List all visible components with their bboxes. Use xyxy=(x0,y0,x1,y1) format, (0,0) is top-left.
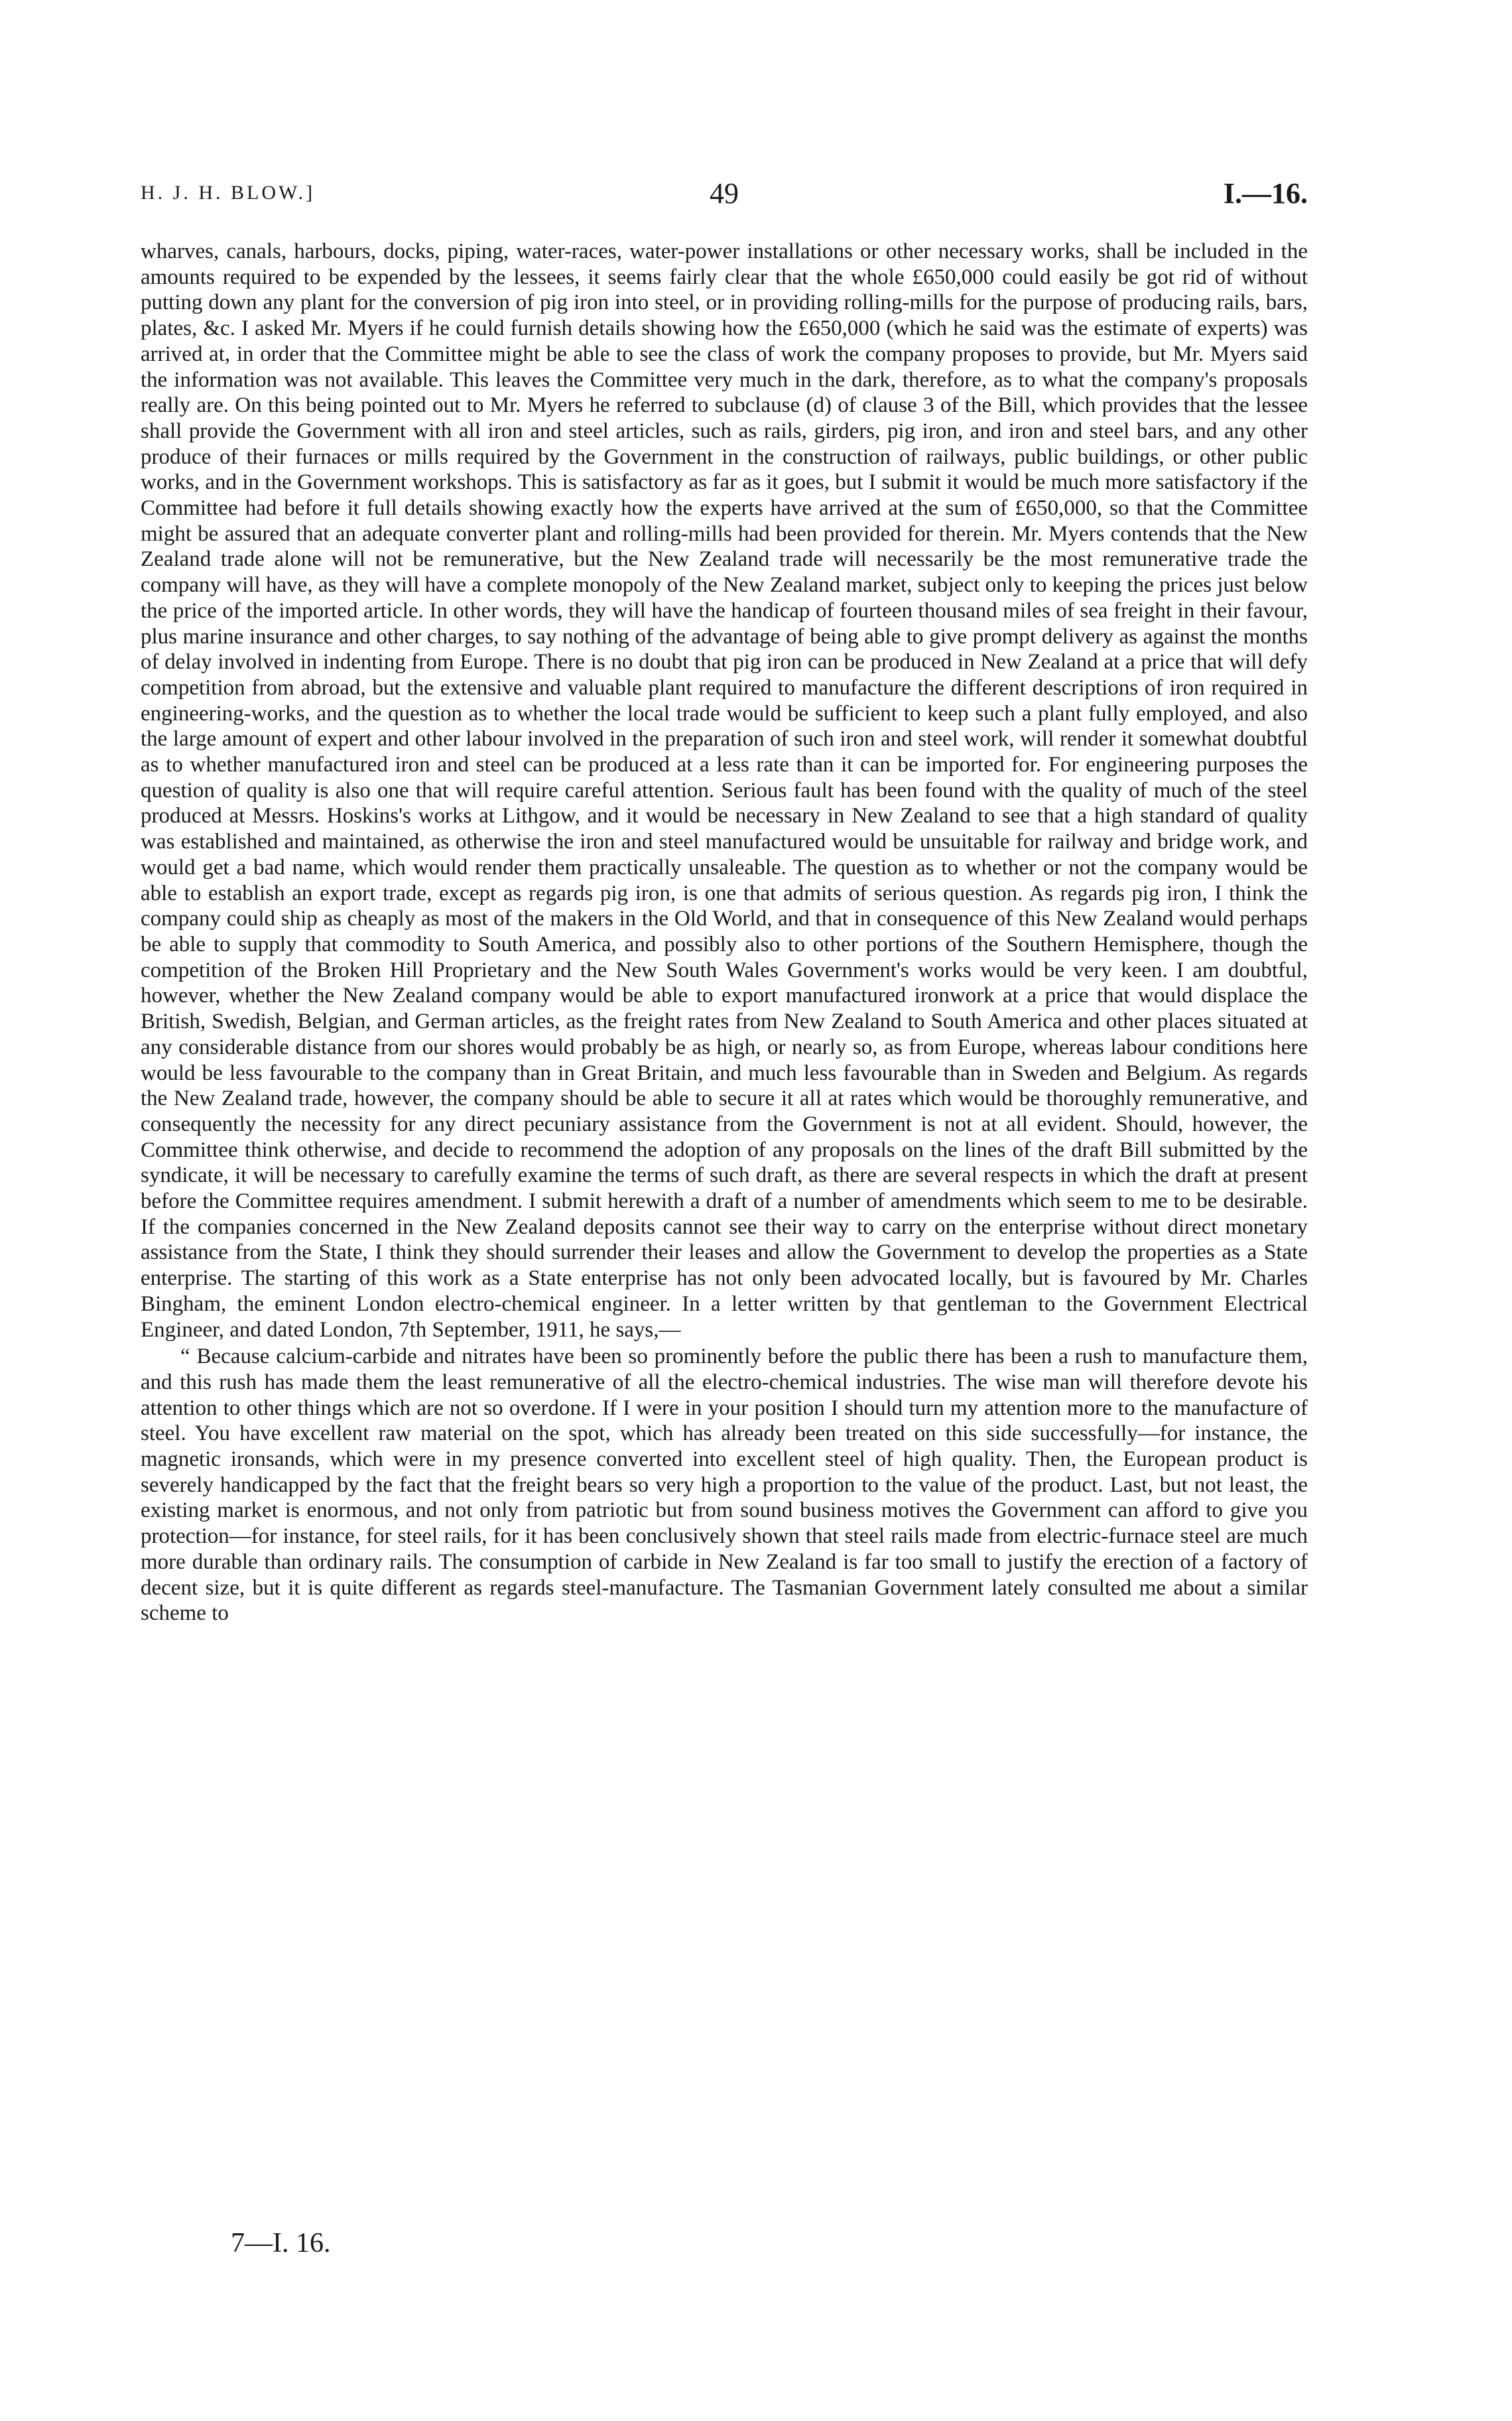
paragraph-evidence: wharves, canals, harbours, docks, piping, water-races, water-power installations or other necessary works, shall be included in the amounts required to be expended by the lessees, it seems fairly clear that the whole £650,000 could easily be got rid of without putting down any plant for the conversion of pig iron into steel, or in providing rolling-mills for the purpose of producing rails, bars, plates, &c. I asked Mr. Myers if he could furnish details showing how the £650,000 (which he said was the estimate of experts) was arrived at, in order that the Committee might be able to see the class of work the company proposes to provide, but Mr. Myers said the information was not available. This leaves the Committee very much in the dark, therefore, as to what the company's proposals really are. On this being pointed out to Mr. Myers he referred to subclause (d) of clause 3 of the Bill, which provides that the lessee shall provide the Government with all iron and steel articles, such as rails, girders, pig iron, and iron and steel bars, and any other produce of their furnaces or mills required by the Government in the construction of railways, public buildings, or other public works, and in the Government workshops. This is satisfactory as far as it goes, but I submit it would be much more satisfactory if the Committee had before it full details showing exactly how the experts have arrived at the sum of £650,000, so that the Committee might be assured that an adequate converter plant and rolling-mills had been provided for therein. Mr. Myers contends that the New Zealand trade alone will not be remunerative, but the New Zealand trade will necessarily be the most remunerative trade the company will have, as they will have a complete monopoly of the New Zealand market, subject only to keeping the prices just below the price of the imported article. In other words, they will have the handicap of fourteen thousand miles of sea freight in their favour, plus marine insurance and other charges, to say nothing of the advantage of being able to give prompt delivery as against the months of delay involved in indenting from Europe. There is no doubt that pig iron can be produced in New Zealand at a price that will defy competition from abroad, but the extensive and valuable plant required to manufacture the different descriptions of iron required in engineering-works, and the question as to whether the local trade would be sufficient to keep such a plant fully employed, and also the large amount of expert and other labour involved in the preparation of such iron and steel work, will render it somewhat doubtful as to whether manufactured iron and steel can be produced at a less rate than it can be imported for. For engineering purposes the question of quality is also one that will require careful attention. Serious fault has been found with the quality of much of the steel produced at Messrs. Hoskins's works at Lithgow, and it would be necessary in New Zealand to see that a high standard of quality was established and maintained, as otherwise the iron and steel manufactured would be unsuitable for railway and bridge work, and would get a bad name, which would render them practically unsaleable. The question as to whether or not the company would be able to establish an export trade, except as regards pig iron, is one that admits of serious question. As regards pig iron, I think the company could ship as cheaply as most of the makers in the Old World, and that in consequence of this New Zealand would perhaps be able to supply that commodity to South America, and possibly also to other portions of the Southern Hemisphere, though the competition of the Broken Hill Proprietary and the New South Wales Government's works would be very keen. I am doubtful, however, whether the New Zealand company would be able to export manufactured ironwork at a price that would displace the British, Swedish, Belgian, and German articles, as the freight rates from New Zealand to South America and other places situated at any considerable distance from our shores would probably be as high, or nearly so, as from Europe, whereas labour conditions here would be less favourable to the company than in Great Britain, and much less favourable than in Sweden and Belgium. As regards the New Zealand trade, however, the company should be able to secure it all at rates which would be thoroughly remunerative, and consequently the necessity for any direct pecuniary assistance from the Government is not at all evident. Should, however, the Committee think otherwise, and decide to recommend the adoption of any proposals on the lines of the draft Bill submitted by the syndicate, it will be necessary to carefully examine the terms of such draft, as there are several respects in which the draft at present before the Committee requires amendment. I submit herewith a draft of a number of amendments which seem to me to be desirable. If the companies concerned in the New Zealand deposits cannot see their way to carry on the enterprise without direct monetary assistance from the State, I think they should surrender their leases and allow the Government to develop the properties as a State enterprise. The starting of this work as a State enterprise has not only been advocated locally, but is favoured by Mr. Charles Bingham, the eminent London electro-chemical engineer. In a letter written by that gentleman to the Government Electrical Engineer, and dated London, 7th September, 1911, he says,— xyxy=(141,239,1308,1342)
signature-mark: 7—I. 16. xyxy=(231,2228,331,2258)
body-text xyxy=(141,239,1308,1626)
author-attribution: H. J. H. BLOW.] xyxy=(141,182,316,204)
running-head xyxy=(141,176,1308,216)
paper-number: I.—16. xyxy=(1223,177,1308,210)
paragraph-quotation: “ Because calcium-carbide and nitrates have been so prominently before the public there has been a rush to manufacture them, and this rush has made them the least remunerative of all the electro-chemical industries. The wise man will therefore devote his attention to other things which are not so overdone. If I were in your position I should turn my attention more to the manufacture of steel. You have excellent raw material on the spot, which has already been treated on this side successfully—for instance, the magnetic ironsands, which were in my presence converted into excellent steel of high quality. Then, the European product is severely handicapped by the fact that the freight bears so very high a proportion to the value of the product. Last, but not least, the existing market is enormous, and not only from patriotic but from sound business motives the Government can afford to give you protection—for instance, for steel rails, for it has been conclusively shown that steel rails made from electric-furnace steel are much more durable than ordinary rails. The consumption of carbide in New Zealand is far too small to justify the erection of a factory of decent size, but it is quite different as regards steel-manufacture. The Tasmanian Government lately consulted me about a similar scheme to xyxy=(141,1344,1308,1626)
page-number: 49 xyxy=(710,177,739,210)
